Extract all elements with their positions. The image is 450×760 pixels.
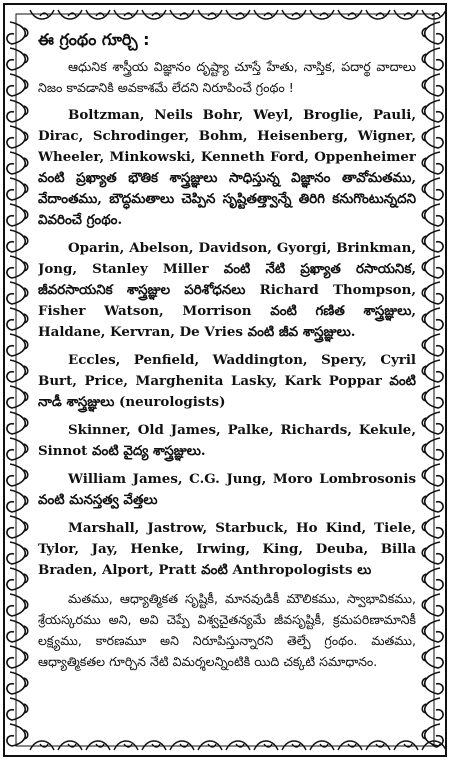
conclusion-paragraph: మతము, ఆధ్యాత్మికత సృష్టికీ, మానవుడికీ మౌలికము, స్వాభావికము, శ్రేయస్కరము అని, అవి చెప్పే విశ్వచైతన్యమే జీవసృష్టికీ, క్రమపరిణామానికీ లక్ష్యము, కారణమూ అని నిరూపిస్తున్నారని తెల్పే గ్రంథం. మతము, ఆధ్యాత్మికతల గూర్చిన నేటి విమర్శలన్నింటికి యిది చక్కటి సమాధానం.	[38, 591, 416, 669]
psychologists-paragraph: William James, C.G. Jung, Moro Lombrosonis వంటి మనస్తత్వ వేత్తలు	[38, 471, 416, 508]
intro-paragraph: ఆధునిక శాస్త్రీయ విజ్ఞానం దృష్ట్యా చూస్తే హేతు, నాస్తిక, పదార్థ వాదాలు నిజం కావడానికి అవకాశమే లేదని నిరూపించే గ్రంథం !	[38, 59, 416, 95]
chemists-paragraph: Oparin, Abelson, Davidson, Gyorgi, Brinkman, Jong, Stanley Miller వంటి నేటి ప్రఖ్యాత రసాయనిక, జీవరసాయనిక శాస్త్రజ్ఞుల పరిశోధనలు Richard Thompson, Fisher Watson, Morrison వంటి గణిత శాస్త్రజ్ఞులు, Haldane, Kervran, De Vries వంటి జీవ శాస్త్రజ్ఞులు.	[38, 240, 416, 340]
neurologists-paragraph: Eccles, Penfield, Waddington, Spery, Cyril Burt, Price, Marghenita Lasky, Kark Poppar వంటి నాడీ శాస్త్రజ్ఞులు (neurologists)	[38, 352, 416, 410]
medical-scientists-paragraph: Skinner, Old James, Palke, Richards, Kekule, Sinnot వంటి వైద్య శాస్త్రజ్ఞులు.	[38, 422, 416, 459]
anthropologists-paragraph: Marshall, Jastrow, Starbuck, Ho Kind, Tiele, Tylor, Jay, Henke, Irwing, King, Deuba, Billa Braden, Alport, Pratt వంటి Anthropologists లు	[38, 520, 416, 578]
section-title: ఈ గ్రంథం గూర్చి :	[38, 30, 150, 49]
book-description	[38, 30, 416, 738]
physicists-paragraph: Boltzman, Neils Bohr, Weyl, Broglie, Pauli, Dirac, Schrodinger, Bohm, Heisenberg, Wigner, Wheeler, Minkowski, Kenneth Ford, Oppenheimer వంటి ప్రఖ్యాత భౌతిక శాస్త్రజ్ఞులు సాధిస్తున్న విజ్ఞానం తావోమతము, వేదాంతము, బౌద్ధమతాలు చెప్పిన సృష్టితత్త్వాన్నే తిరిగి కనుగొంటున్నదని వివరించే గ్రంథం.	[38, 107, 416, 228]
